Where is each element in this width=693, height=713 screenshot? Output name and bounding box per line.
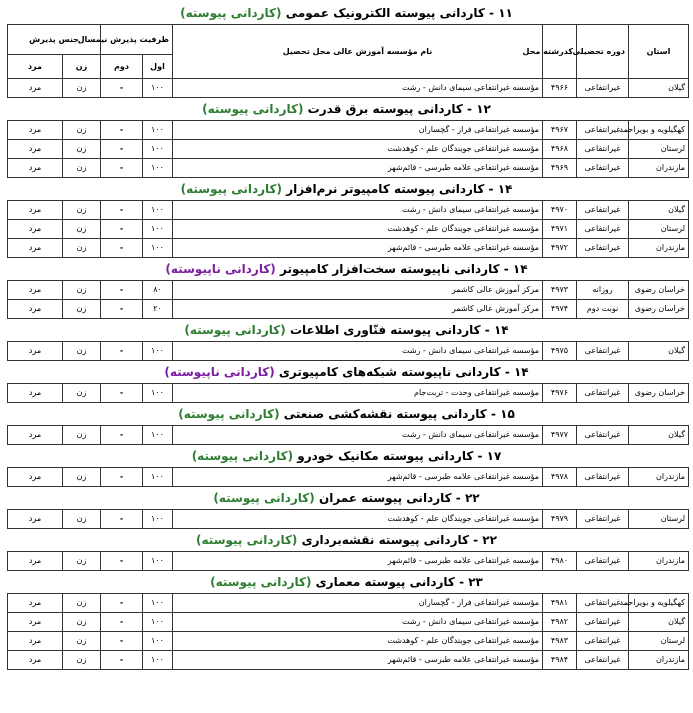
section-title-main: ۲۲ - کاردانی پیوسته عمران: [318, 491, 480, 505]
cell-cap-second: -: [101, 632, 143, 651]
table-row: [8, 594, 689, 613]
cell-code: ۴۹۸۲: [543, 613, 577, 632]
cell-cap-first: ۸۰: [143, 281, 173, 300]
cell-institution: مؤسسه غیرانتفاعی علامه طبرسی - قائم‌شهر: [173, 468, 543, 487]
cell-cap-first: ۱۰۰: [143, 384, 173, 403]
cell-institution: مؤسسه غیرانتفاعی جویندگان علم - کوهدشت: [173, 632, 543, 651]
cell-male: مرد: [8, 468, 63, 487]
header-course-type: دوره تحصیلی: [577, 25, 629, 79]
cell-course-type: غیرانتفاعی: [577, 79, 629, 98]
cell-course-type: غیرانتفاعی: [577, 510, 629, 529]
cell-code: ۴۹۷۲: [543, 239, 577, 258]
cell-cap-first: ۱۰۰: [143, 594, 173, 613]
cell-female: زن: [63, 651, 101, 670]
cell-female: زن: [63, 121, 101, 140]
cell-cap-first: ۱۰۰: [143, 121, 173, 140]
cell-course-type: غیرانتفاعی: [577, 121, 629, 140]
cell-cap-first: ۱۰۰: [143, 426, 173, 445]
cell-institution: مؤسسه غیرانتفاعی علامه طبرسی - قائم‌شهر: [173, 651, 543, 670]
section-title: [4, 319, 689, 341]
cell-institution: مؤسسه غیرانتفاعی علامه طبرسی - قائم‌شهر: [173, 159, 543, 178]
cell-institution: مؤسسه غیرانتفاعی جویندگان علم - کوهدشت: [173, 140, 543, 159]
table-row: [8, 281, 689, 300]
section-title-main: ۲۲ - کاردانی پیوسته نقشه‌برداری: [301, 533, 497, 547]
section-title: [4, 403, 689, 425]
cell-province: لرستان: [629, 220, 689, 239]
table-row: [8, 121, 689, 140]
cell-female: زن: [63, 384, 101, 403]
cell-course-type: غیرانتفاعی: [577, 384, 629, 403]
cell-cap-first: ۱۰۰: [143, 220, 173, 239]
cell-province: لرستان: [629, 510, 689, 529]
cell-cap-second: -: [101, 613, 143, 632]
section-title-suffix: (کاردانی پیوسته): [180, 182, 282, 196]
cell-course-type: غیرانتفاعی: [577, 426, 629, 445]
cell-cap-first: ۱۰۰: [143, 140, 173, 159]
section-table: [7, 200, 689, 258]
cell-institution: مؤسسه غیرانتفاعی علامه طبرسی - قائم‌شهر: [173, 552, 543, 571]
cell-code: ۴۹۷۸: [543, 468, 577, 487]
cell-female: زن: [63, 281, 101, 300]
cell-course-type: غیرانتفاعی: [577, 220, 629, 239]
cell-female: زن: [63, 220, 101, 239]
cell-province: گیلان: [629, 201, 689, 220]
header-institution: نام مؤسسه آموزش عالی محل تحصیل: [173, 25, 543, 79]
cell-cap-first: ۱۰۰: [143, 468, 173, 487]
cell-code: ۴۹۷۴: [543, 300, 577, 319]
cell-institution: مرکز آموزش عالی کاشمر: [173, 300, 543, 319]
cell-female: زن: [63, 140, 101, 159]
cell-female: زن: [63, 468, 101, 487]
section-title-suffix: (کاردانی پیوسته): [202, 102, 304, 116]
cell-code: ۴۹۷۵: [543, 342, 577, 361]
cell-institution: مؤسسه غیرانتفاعی وحدت - تربت‌جام: [173, 384, 543, 403]
cell-code: ۴۹۷۳: [543, 281, 577, 300]
cell-male: مرد: [8, 613, 63, 632]
cell-cap-second: -: [101, 468, 143, 487]
table-row: [8, 384, 689, 403]
cell-female: زن: [63, 342, 101, 361]
cell-course-type: غیرانتفاعی: [577, 594, 629, 613]
cell-cap-first: ۱۰۰: [143, 239, 173, 258]
cell-province: مازندران: [629, 552, 689, 571]
cell-male: مرد: [8, 239, 63, 258]
cell-female: زن: [63, 594, 101, 613]
cell-male: مرد: [8, 121, 63, 140]
section-title-main: ۱۲ - کاردانی پیوسته برق قدرت: [307, 102, 491, 116]
cell-code: ۴۹۸۳: [543, 632, 577, 651]
cell-cap-second: -: [101, 300, 143, 319]
cell-cap-second: -: [101, 342, 143, 361]
cell-cap-second: -: [101, 201, 143, 220]
cell-course-type: غیرانتفاعی: [577, 201, 629, 220]
cell-cap-second: -: [100, 79, 142, 98]
cell-code: ۴۹۸۴: [543, 651, 577, 670]
cell-code: ۴۹۷۶: [543, 384, 577, 403]
section-title-main: ۱۴ - کاردانی پیوسته کامپیوتر نرم‌افزار: [286, 182, 513, 196]
cell-cap-second: -: [101, 121, 143, 140]
cell-male: مرد: [8, 552, 63, 571]
section-title-main: ۱۱ - کاردانی پیوسته الکترونیک عمومی: [285, 6, 513, 20]
cell-female: زن: [63, 159, 101, 178]
section-title: [4, 571, 689, 593]
section-table: [7, 120, 689, 178]
cell-cap-first: ۱۰۰: [143, 159, 173, 178]
cell-province: گیلان: [629, 613, 689, 632]
table-row: [8, 220, 689, 239]
cell-code: ۴۹۶۶: [543, 79, 577, 98]
admission-table: [7, 24, 689, 98]
cell-institution: مؤسسه غیرانتفاعی جویندگان علم - کوهدشت: [173, 220, 543, 239]
cell-cap-second: -: [101, 239, 143, 258]
table-row: [8, 552, 689, 571]
cell-institution: مؤسسه غیرانتفاعی فراز - گچساران: [173, 594, 543, 613]
cell-cap-second: -: [101, 140, 143, 159]
section-title-main: ۱۷ - کاردانی پیوسته مکانیک خودرو: [297, 449, 502, 463]
cell-course-type: غیرانتفاعی: [577, 613, 629, 632]
cell-province: گیلان: [629, 426, 689, 445]
cell-male: مرد: [8, 632, 63, 651]
cell-cap-first: ۱۰۰: [143, 632, 173, 651]
cell-male: مرد: [7, 79, 62, 98]
section-title-suffix: (کاردانی پیوسته): [191, 449, 294, 463]
cell-cap-second: -: [101, 384, 143, 403]
cell-cap-first: ۱۰۰: [143, 552, 173, 571]
section-title-suffix: (کاردانی پیوسته): [210, 575, 312, 589]
cell-institution: مؤسسه غیرانتفاعی سیمای دانش - رشت: [173, 79, 543, 98]
cell-code: ۴۹۷۱: [543, 220, 577, 239]
cell-cap-first: ۱۰۰: [143, 201, 173, 220]
header-province: استان: [629, 25, 689, 79]
section-title-suffix: (کاردانی پیوسته): [184, 323, 286, 337]
cell-male: مرد: [8, 281, 63, 300]
cell-province: کهگیلویه و بویراحمد: [629, 121, 689, 140]
section-table: [7, 280, 689, 319]
cell-province: لرستان: [629, 632, 689, 651]
cell-cap-first: ۱۰۰: [143, 613, 173, 632]
cell-course-type: غیرانتفاعی: [577, 552, 629, 571]
section-rows: [7, 79, 688, 98]
cell-course-type: غیرانتفاعی: [577, 140, 629, 159]
cell-province: گیلان: [629, 79, 689, 98]
cell-institution: مؤسسه غیرانتفاعی سیمای دانش - رشت: [173, 342, 543, 361]
header-female: زن: [62, 55, 100, 79]
header-cap-second: دوم: [100, 55, 142, 79]
cell-course-type: غیرانتفاعی: [577, 651, 629, 670]
cell-institution: مؤسسه غیرانتفاعی فراز - گچساران: [173, 121, 543, 140]
section-title-suffix: (کاردانی پیوسته): [213, 491, 315, 505]
cell-code: ۴۹۸۰: [543, 552, 577, 571]
table-row: [8, 140, 689, 159]
cell-course-type: غیرانتفاعی: [577, 342, 629, 361]
cell-female: زن: [63, 510, 101, 529]
cell-male: مرد: [8, 384, 63, 403]
table-row: [8, 239, 689, 258]
cell-cap-second: -: [101, 510, 143, 529]
section-title: [4, 178, 689, 200]
section-table: [7, 341, 689, 361]
cell-province: مازندران: [629, 468, 689, 487]
cell-institution: مؤسسه غیرانتفاعی علامه طبرسی - قائم‌شهر: [173, 239, 543, 258]
cell-province: خراسان رضوی: [629, 384, 689, 403]
cell-female: زن: [63, 426, 101, 445]
cell-course-type: غیرانتفاعی: [577, 159, 629, 178]
section-title: [4, 487, 689, 509]
table-row: [8, 342, 689, 361]
section-title: [4, 361, 689, 383]
table-row: [7, 79, 688, 98]
cell-province: خراسان رضوی: [629, 281, 689, 300]
section-table: [7, 425, 689, 445]
cell-code: ۴۹۶۹: [543, 159, 577, 178]
cell-female: زن: [63, 300, 101, 319]
cell-institution: مؤسسه غیرانتفاعی سیمای دانش - رشت: [173, 201, 543, 220]
cell-cap-first: ۱۰۰: [143, 510, 173, 529]
table-row: [8, 201, 689, 220]
cell-female: زن: [63, 201, 101, 220]
cell-female: زن: [63, 239, 101, 258]
cell-male: مرد: [8, 140, 63, 159]
cell-province: خراسان رضوی: [629, 300, 689, 319]
header-gender: جنس پذیرش: [7, 25, 100, 55]
header-cap-first: اول: [143, 55, 173, 79]
section-title-suffix: (کاردانی پیوسته): [178, 407, 280, 421]
cell-female: زن: [63, 632, 101, 651]
cell-male: مرد: [8, 594, 63, 613]
table-row: [8, 159, 689, 178]
section-title-main: ۱۴ - کاردانی ناپیوسته شبکه‌های کامپیوتری: [278, 365, 529, 379]
cell-female: زن: [63, 552, 101, 571]
table-row: [8, 651, 689, 670]
cell-code: ۴۹۷۰: [543, 201, 577, 220]
cell-cap-first: ۱۰۰: [143, 342, 173, 361]
cell-province: مازندران: [629, 159, 689, 178]
cell-cap-first: ۱۰۰: [143, 651, 173, 670]
table-row: [8, 468, 689, 487]
cell-cap-second: -: [101, 651, 143, 670]
section-title: [4, 258, 689, 280]
admission-table-page: [4, 2, 689, 670]
cell-province: لرستان: [629, 140, 689, 159]
cell-male: مرد: [8, 342, 63, 361]
table-row: [8, 426, 689, 445]
cell-code: ۴۹۷۹: [543, 510, 577, 529]
section-title-suffix: (کاردانی پیوسته): [180, 6, 282, 20]
cell-code: ۴۹۷۷: [543, 426, 577, 445]
section-title-main: ۱۵ - کاردانی پیوسته نقشه‌کشی صنعتی: [283, 407, 515, 421]
section-title-main: ۱۴ - کاردانی ناپیوسته سخت‌افزار کامپیوتر: [279, 262, 528, 276]
cell-male: مرد: [8, 651, 63, 670]
cell-male: مرد: [8, 300, 63, 319]
cell-female: زن: [62, 79, 100, 98]
cell-cap-second: -: [101, 159, 143, 178]
cell-female: زن: [63, 613, 101, 632]
cell-province: مازندران: [629, 651, 689, 670]
table-header: [7, 25, 688, 79]
section-title: [4, 2, 689, 24]
section-title: [4, 445, 689, 467]
table-row: [8, 300, 689, 319]
table-row: [8, 510, 689, 529]
header-male: مرد: [7, 55, 62, 79]
cell-institution: مؤسسه غیرانتفاعی سیمای دانش - رشت: [173, 426, 543, 445]
cell-code: ۴۹۶۷: [543, 121, 577, 140]
cell-cap-second: -: [101, 426, 143, 445]
section-table: [7, 593, 689, 670]
cell-male: مرد: [8, 159, 63, 178]
cell-cap-second: -: [101, 552, 143, 571]
table-row: [8, 632, 689, 651]
cell-cap-second: -: [101, 220, 143, 239]
cell-cap-second: -: [101, 594, 143, 613]
cell-course-type: غیرانتفاعی: [577, 632, 629, 651]
cell-cap-first: ۲۰: [143, 300, 173, 319]
section-title: [4, 529, 689, 551]
section-title-main: ۲۳ - کاردانی پیوسته معماری: [315, 575, 483, 589]
section-table: [7, 509, 689, 529]
remaining-sections: [4, 98, 689, 670]
cell-male: مرد: [8, 201, 63, 220]
section-title-main: ۱۴ - کاردانی پیوسته فنّاوری اطلاعات: [289, 323, 509, 337]
header-capacity: ظرفیت پذیرش نیمسال: [100, 25, 172, 55]
cell-male: مرد: [8, 510, 63, 529]
table-row: [8, 613, 689, 632]
section-table: [7, 383, 689, 403]
cell-institution: مرکز آموزش عالی کاشمر: [173, 281, 543, 300]
section-table: [7, 467, 689, 487]
cell-male: مرد: [8, 220, 63, 239]
cell-province: مازندران: [629, 239, 689, 258]
cell-code: ۴۹۸۱: [543, 594, 577, 613]
cell-code: ۴۹۶۸: [543, 140, 577, 159]
section-title: [4, 98, 689, 120]
cell-province: کهگیلویه و بویراحمد: [629, 594, 689, 613]
section-title-suffix: (کاردانی ناپیوسته): [164, 365, 275, 379]
section-table: [7, 551, 689, 571]
cell-male: مرد: [8, 426, 63, 445]
cell-course-type: غیرانتفاعی: [577, 468, 629, 487]
cell-course-type: غیرانتفاعی: [577, 239, 629, 258]
section-title-suffix: (کاردانی پیوسته): [196, 533, 298, 547]
cell-course-type: نوبت دوم: [577, 300, 629, 319]
cell-cap-first: ۱۰۰: [143, 79, 173, 98]
header-code: کدرشته محل: [543, 25, 577, 79]
cell-institution: مؤسسه غیرانتفاعی سیمای دانش - رشت: [173, 613, 543, 632]
cell-province: گیلان: [629, 342, 689, 361]
section-title-suffix: (کاردانی ناپیوسته): [165, 262, 276, 276]
cell-institution: مؤسسه غیرانتفاعی جویندگان علم - کوهدشت: [173, 510, 543, 529]
cell-course-type: روزانه: [577, 281, 629, 300]
cell-cap-second: -: [101, 281, 143, 300]
